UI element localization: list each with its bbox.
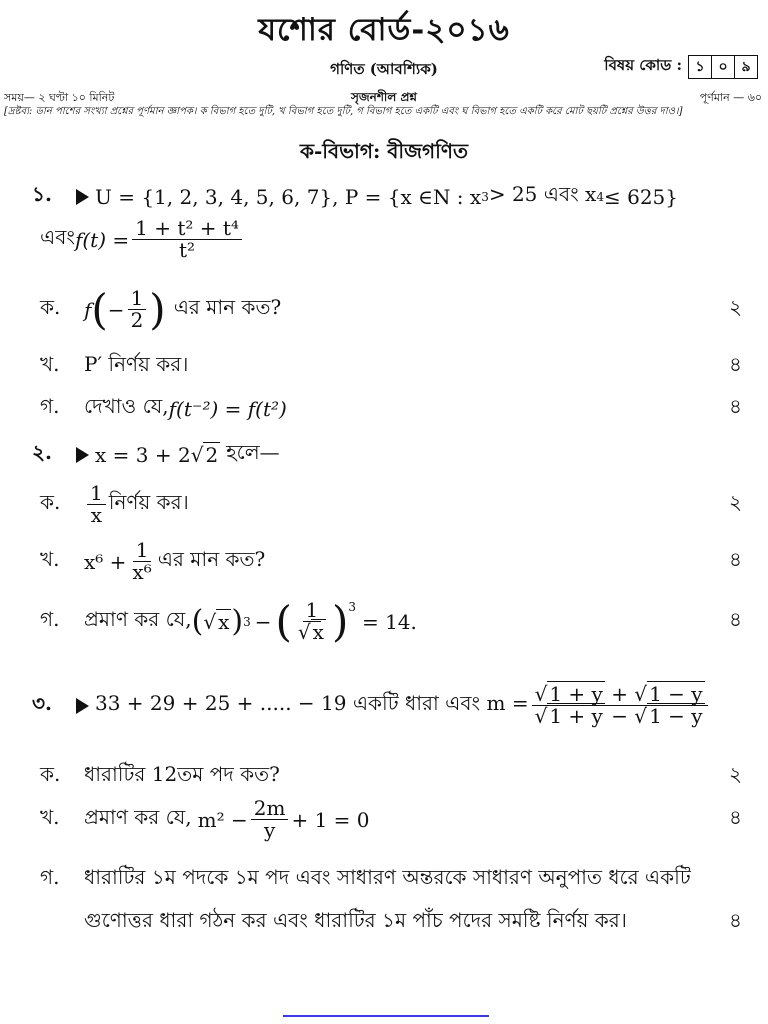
denominator: t² (179, 238, 196, 262)
fraction (251, 798, 289, 841)
subject-name: গণিত (আবশ্যিক) (330, 60, 438, 78)
denominator: x (90, 503, 102, 527)
operator: + (611, 682, 628, 706)
code-digit: ৯ (734, 56, 757, 78)
question-number: ১. (32, 182, 52, 206)
numerator: 1 (133, 540, 152, 562)
q3-stem-text: 33 + 29 + 25 + ..... − 19 একটি ধারা এবং m = (95, 691, 529, 715)
operator: − (611, 704, 628, 728)
numerator: 2m (251, 798, 289, 820)
play-arrow-icon (76, 189, 89, 205)
fraction (87, 483, 106, 526)
part-text: P′ নির্ণয় কর। (84, 352, 189, 376)
numerator: 1 (87, 483, 106, 505)
function-symbol: f (84, 297, 92, 322)
part-text: নির্ণয় কর। (108, 490, 189, 514)
math-expression: f(t⁻²) = f(t²) (168, 396, 287, 421)
radicand: 1 − y (649, 682, 703, 706)
section-title: ক-বিভাগ: বীজগণিত (300, 139, 468, 163)
play-arrow-icon (76, 447, 89, 463)
math-expression: + 1 = 0 (291, 807, 370, 832)
question-2-part-c: গ. প্রমাণ কর যে, ( √ x ) 3 − ( $\frac{1}{√ x}$ ) $^3$ = 14. ৪ (40, 596, 742, 646)
q2-stem-math: x = 3 + 2 (95, 442, 191, 467)
radicand: x (218, 610, 230, 634)
q1-stem-text: ≤ 625} (603, 184, 678, 209)
marks: ৪ (729, 394, 742, 418)
marks: ৪ (729, 547, 742, 571)
paren: ( (91, 284, 108, 334)
question-1-part-a (40, 284, 742, 334)
question-number: ৩. (32, 691, 52, 715)
code-digit: ১ (695, 58, 705, 75)
exam-type: সৃজনশীল প্রশ্ন (351, 90, 417, 104)
q1-stem-text: U = {1, 2, 3, 4, 5, 6, 7}, P = {x ∈N : x (95, 184, 482, 209)
full-marks: পূর্ণমান — ৬০ (699, 91, 762, 104)
radicand: 2 (205, 443, 219, 467)
fraction: $\frac{1}{√ x}$ (297, 598, 324, 644)
page-title: যশোর বোর্ড-২০১৬ (258, 12, 510, 48)
question-2-stem: ২. x = 3 + 2 √ 2 হলে— (32, 438, 742, 471)
part-label: ক. (40, 490, 61, 514)
part-text: প্রমাণ কর যে, (84, 607, 192, 631)
question-number: ২. (32, 440, 52, 464)
marks: ২ (728, 762, 742, 786)
part-label: গ. (40, 865, 60, 889)
question-3-part-b (40, 798, 742, 841)
instruction-note: [দ্রষ্টব্য: ডান পাশের সংখ্যা প্রশ্নের পূর্ণমান জ্ঞাপক। ক বিভাগ হতে দুটি, খ বিভাগ হতে দুটি, গ বিভাগ হতে একটি এবং ঘ বিভাগ হতে একটি করে মোট ছয়টি প্রশ্নের উত্তর দাও।] (4, 106, 683, 117)
exponent: 3 (481, 189, 489, 204)
q1-conjunction: এবং (40, 225, 75, 249)
marks: ৪ (729, 908, 742, 932)
part-text: এর মান কত? (157, 547, 266, 571)
minus-sign: − (254, 609, 272, 634)
part-text: দেখাও যে, (84, 394, 169, 418)
subject-code-box (688, 55, 758, 79)
paren: ) (149, 284, 166, 334)
fraction: $\frac{√ 1 + y + √ 1 - y}{√ 1 + y - √ 1 - y}$ (532, 684, 708, 727)
fraction (132, 218, 242, 261)
fraction (128, 288, 147, 331)
math-expression: m² − (197, 807, 248, 832)
q2-stem-text: হলে— (226, 440, 280, 464)
code-digit: ০ (711, 56, 734, 78)
part-text: এর মান কত? (173, 295, 282, 319)
radicand: 1 + y (549, 704, 603, 728)
part-text: ধারাটির ১ম পদকে ১ম পদ এবং সাধারণ অন্তরকে সাধারণ অনুপাত ধরে একটি গুণোত্তর ধারা গঠন কর এবং ধারাটির ১ম পাঁচ পদের সমষ্টি নির্ণয় কর। (84, 865, 691, 932)
numerator: 1 + t² + t⁴ (132, 218, 242, 240)
question-2-part-a (40, 483, 742, 526)
exponent: 3 (348, 600, 356, 614)
exam-time: সময়— ২ ঘণ্টা ১০ মিনিট (4, 91, 115, 104)
part-label: ক. (40, 762, 61, 786)
math-expression: x⁶ + (84, 549, 127, 574)
function-definition: f(t) = (74, 227, 130, 252)
part-text: ধারাটির 12তম পদ কত? (84, 762, 280, 786)
question-3-stem (32, 684, 742, 727)
q1-stem-text: > 25 এবং x (488, 182, 597, 206)
marks: ৪ (729, 352, 742, 376)
question-3-part-c (40, 856, 742, 942)
radicand: 1 + y (549, 682, 603, 706)
play-arrow-icon (76, 698, 89, 714)
denominator: 2 (130, 308, 144, 332)
question-1-function (40, 218, 742, 261)
math-expression: = 14. (361, 609, 417, 634)
exponent: 4 (596, 189, 604, 204)
subject-code (604, 54, 758, 79)
radicand: 1 − y (649, 704, 703, 728)
numerator: 1 (128, 288, 147, 310)
question-1-part-b (40, 350, 742, 383)
part-text: প্রমাণ কর যে, (84, 805, 192, 829)
part-label: খ. (40, 352, 60, 376)
minus-sign: − (107, 297, 125, 322)
part-label: খ. (40, 547, 60, 571)
marks: ২ (728, 295, 742, 319)
footer-divider (283, 1015, 489, 1017)
subject-code-label: বিষয় কোড : (604, 56, 682, 74)
part-label: খ. (40, 805, 60, 829)
marks: ৪ (729, 805, 742, 829)
denominator: x⁶ (132, 560, 152, 584)
exponent: 3 (243, 614, 251, 629)
question-2-part-b (40, 540, 742, 583)
numerator: 1 (303, 600, 322, 622)
marks: ২ (728, 490, 742, 514)
fraction (129, 540, 154, 583)
radicand: x (312, 620, 324, 644)
part-label: গ. (40, 607, 60, 631)
part-label: গ. (40, 394, 60, 418)
denominator: y (263, 818, 276, 842)
question-3-part-a (40, 760, 742, 793)
part-label: ক. (40, 295, 61, 319)
question-1-stem (32, 180, 742, 213)
marks: ৪ (729, 607, 742, 631)
question-1-part-c (40, 392, 742, 425)
